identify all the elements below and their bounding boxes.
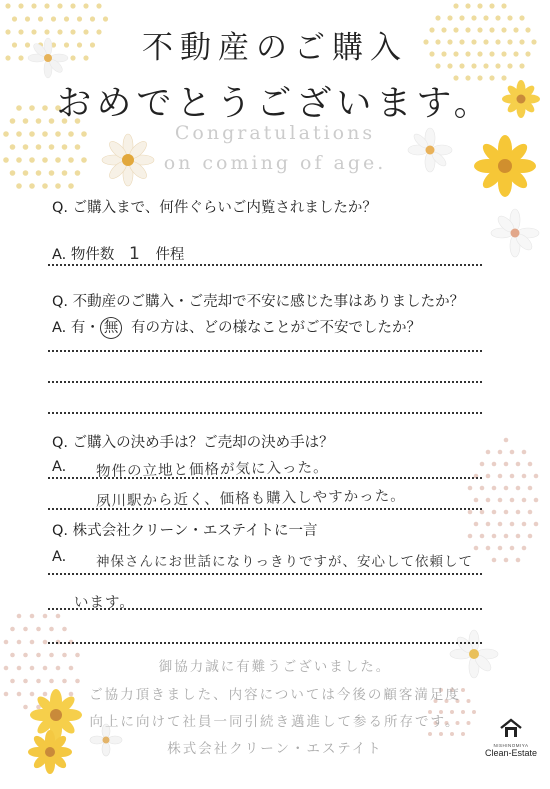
answer-4-label: A. xyxy=(52,549,67,565)
flower-icon xyxy=(491,209,539,257)
question-1: Q. ご購入まで、何件ぐらいご内覧されましたか？ xyxy=(52,200,377,216)
answer-line xyxy=(48,264,482,266)
answer-line xyxy=(48,412,482,414)
title-line2: おめでとうございます。 xyxy=(56,84,494,124)
answer-line xyxy=(48,477,482,479)
answer-line xyxy=(48,608,482,610)
answer-1-suffix: 件程 xyxy=(155,247,185,263)
company-name: 株式会社クリーン・エステイト xyxy=(167,741,383,757)
answer-2 xyxy=(52,316,421,339)
answer-4-line1: 神保さんにお世話になりっきりですが、安心して依頼して xyxy=(96,554,473,570)
company-logo xyxy=(480,718,542,758)
answer-1-prefix: A. 物件数 xyxy=(52,247,115,263)
answer-2-followup: 有の方は、どの様なことがご不安でしたか？ xyxy=(131,320,421,336)
answer-3-label: A. xyxy=(52,459,67,475)
answer-2-prefix: A. 有・ xyxy=(52,320,100,336)
answer-1-value: 1 xyxy=(129,244,141,264)
answer-1 xyxy=(52,243,184,264)
question-4: Q. 株式会社クリーン・エステイトに一言 xyxy=(52,523,318,539)
english-title-line1: Congratulations xyxy=(174,122,376,144)
answer-3-line2: 夙川駅から近く、価格も購入しやすかった。 xyxy=(95,488,406,510)
house-icon xyxy=(500,718,522,738)
answer-3-line1: 物件の立地と価格が気に入った。 xyxy=(95,459,329,481)
answer-line xyxy=(48,573,482,575)
answer-4-line2: います。 xyxy=(74,595,135,611)
closing-line2: ご協力頂きました、内容については今後の顧客満足度 xyxy=(89,687,461,703)
closing-line3: 向上に向けて社員一同引続き邁進して参る所存です。 xyxy=(89,714,461,730)
question-2: Q. 不動産のご購入・ご売却で不安に感じた事はありましたか？ xyxy=(52,294,465,310)
answer-line xyxy=(48,642,482,644)
answer-line xyxy=(48,350,482,352)
english-title-line2: on coming of age. xyxy=(163,152,387,174)
question-3: Q. ご購入の決め手は？ご売却の決め手は？ xyxy=(52,435,334,451)
closing-line1: 御協力誠に有難うございました。 xyxy=(158,659,392,675)
answer-2-circled-option: 無 xyxy=(100,317,123,339)
logo-subtext: NISHINOMIYA xyxy=(493,743,529,748)
logo-name: Clean-Estate xyxy=(484,748,538,758)
answer-line xyxy=(48,381,482,383)
answer-line xyxy=(48,508,482,510)
title-line1: 不動産のご購入 xyxy=(142,30,408,66)
